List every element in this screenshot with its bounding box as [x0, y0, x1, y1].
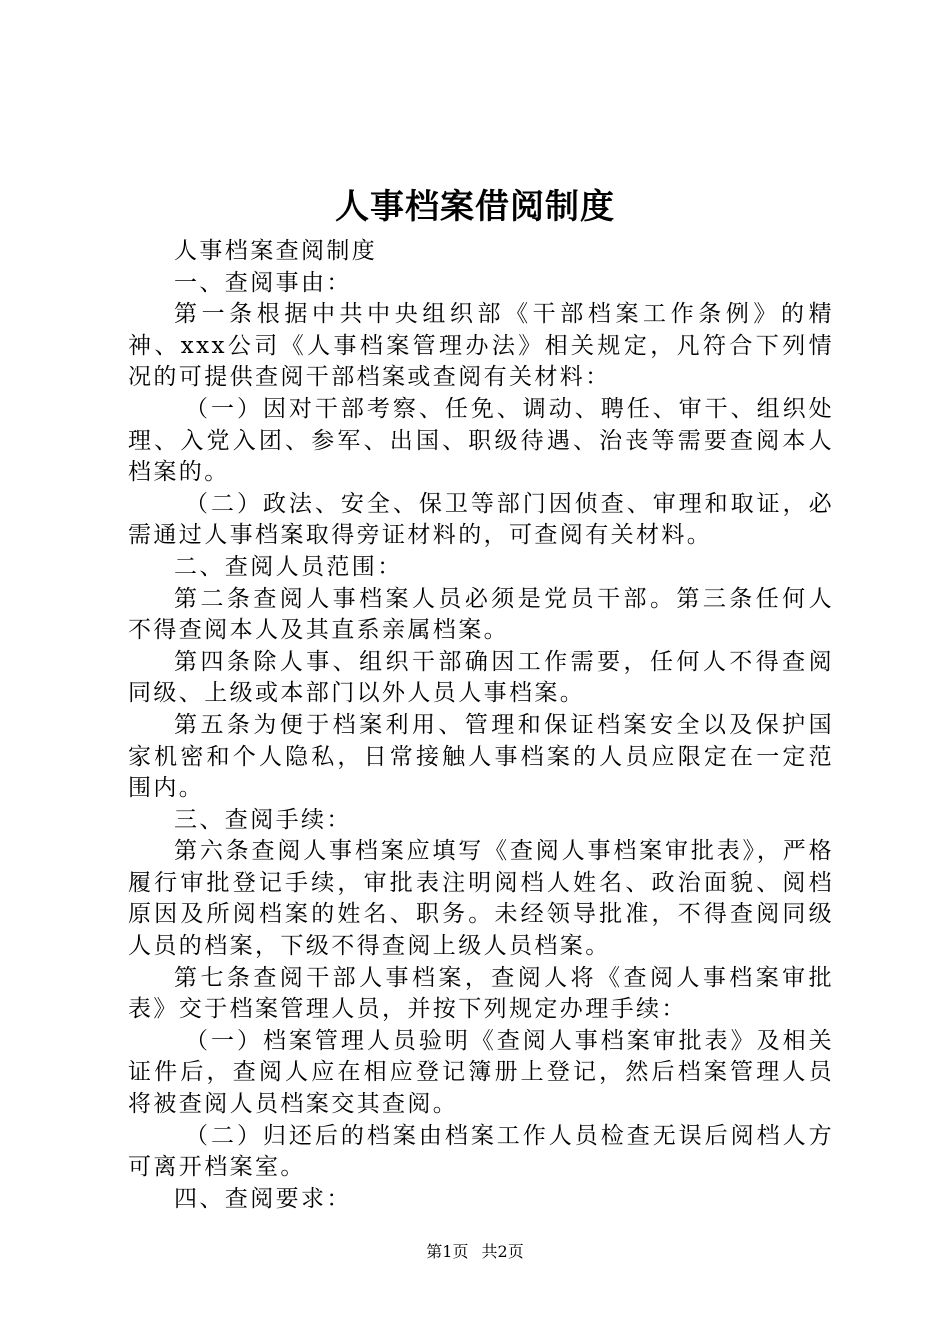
list-item: （二）归还后的档案由档案工作人员检查无误后阅档人方可离开档案室。 — [128, 1122, 834, 1181]
paragraph: 第二条查阅人事档案人员必须是党员干部。第三条任何人不得查阅本人及其直系亲属档案。 — [128, 585, 834, 644]
paragraph: 第五条为便于档案利用、管理和保证档案安全以及保护国家机密和个人隐私，日常接触人事档案的人员应限定在一定范围内。 — [128, 711, 834, 802]
paragraph: 第四条除人事、组织干部确因工作需要，任何人不得查阅同级、上级或本部门以外人员人事档案。 — [128, 648, 834, 707]
paragraph: 人事档案查阅制度 — [174, 238, 378, 264]
list-item: （一）档案管理人员验明《查阅人事档案审批表》及相关证件后，查阅人应在相应登记簿册上登记，然后档案管理人员将被查阅人员档案交其查阅。 — [128, 1027, 834, 1118]
paragraph: 第六条查阅人事档案应填写《查阅人事档案审批表》，严格履行审批登记手续，审批表注明阅档人姓名、政治面貌、阅档原因及所阅档案的姓名、职务。未经领导批准，不得查阅同级人员的档案，下级不得查阅上级人员档案。 — [128, 838, 834, 960]
page-total: 共2页 — [481, 1242, 524, 1261]
section-heading: 一、查阅事由： — [174, 269, 352, 296]
page-footer — [0, 1240, 950, 1264]
section-heading: 二、查阅人员范围： — [174, 553, 403, 580]
document-title: 人事档案借阅制度 — [335, 187, 615, 227]
paragraph: 第一条根据中共中央组织部《干部档案工作条例》的精神、xxx公司《人事档案管理办法》相关规定，凡符合下列情况的可提供查阅干部档案或查阅有关材料： — [128, 301, 834, 391]
list-item: （二）政法、安全、保卫等部门因侦查、审理和取证，必需通过人事档案取得旁证材料的，可查阅有关材料。 — [128, 490, 834, 549]
page-number: 第1页 — [426, 1242, 469, 1261]
document-body — [128, 236, 834, 1215]
section-heading: 四、查阅要求： — [174, 1185, 352, 1212]
section-heading: 三、查阅手续： — [174, 806, 352, 833]
list-item: （一）因对干部考察、任免、调动、聘任、审干、组织处理、入党入团、参军、出国、职级待遇、治丧等需要查阅本人档案的。 — [128, 395, 834, 486]
paragraph: 第七条查阅干部人事档案，查阅人将《查阅人事档案审批表》交于档案管理人员，并按下列规定办理手续： — [128, 964, 834, 1023]
